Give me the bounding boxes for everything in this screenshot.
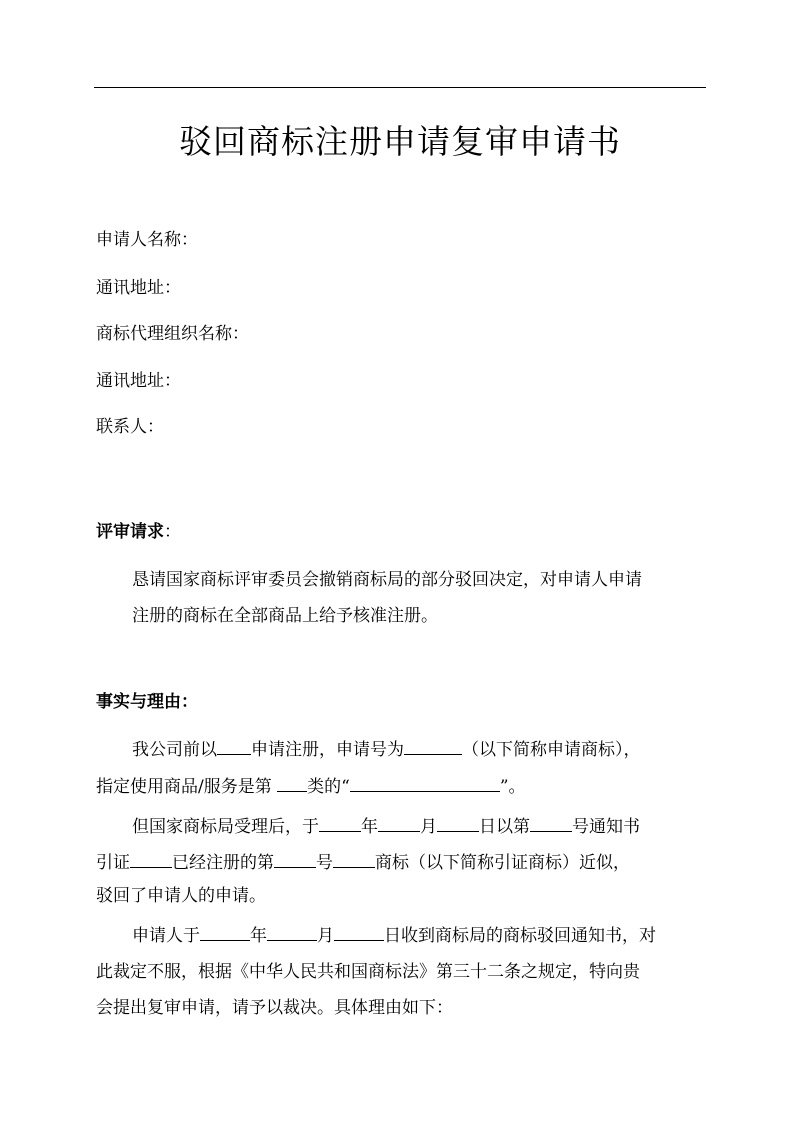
blank-received-day	[334, 923, 384, 941]
text-segment: （以下简称申请商标），	[462, 740, 641, 760]
request-heading-colon: ：	[164, 522, 181, 542]
applicant-name-field: 申请人名称：	[96, 230, 198, 250]
blank-cited-owner	[130, 850, 172, 868]
request-heading-line	[96, 520, 181, 544]
address-field-1: 通讯地址：	[96, 278, 181, 298]
address-field-2: 通讯地址：	[96, 371, 181, 391]
blank-goods-services	[350, 774, 500, 792]
document-title: 驳回商标注册申请复审申请书	[179, 122, 621, 161]
request-text-line-2: 注册的商标在全部商品上给予核准注册。	[132, 606, 438, 626]
text-segment: 月	[317, 926, 334, 946]
facts-heading: 事实与理由：	[96, 692, 198, 712]
facts-line-1	[132, 737, 641, 762]
blank-cited-number	[274, 850, 316, 868]
agency-name-field: 商标代理组织名称：	[96, 324, 249, 344]
text-segment: ”。	[499, 777, 526, 797]
text-segment: 已经注册的第	[172, 853, 274, 873]
facts-line-2	[96, 774, 526, 799]
text-segment: 但国家商标局受理后，于	[132, 817, 319, 837]
text-segment: 指定使用商品/服务是第	[96, 777, 278, 797]
blank-cited-mark	[333, 850, 375, 868]
blank-class-number	[277, 774, 307, 792]
top-rule	[94, 87, 706, 88]
blank-day	[437, 814, 479, 832]
blank-received-month	[267, 923, 317, 941]
request-heading: 评审请求	[96, 522, 164, 542]
facts-line-5: 驳回了申请人的申请。	[96, 886, 266, 906]
text-segment: 引证	[96, 853, 130, 873]
request-text-line-1: 恳请国家商标评审委员会撤销商标局的部分驳回决定，对申请人申请	[132, 570, 642, 590]
text-segment: 日收到商标局的商标驳回通知书，对	[384, 926, 656, 946]
text-segment: 申请注册，申请号为	[251, 740, 404, 760]
text-segment: 月	[420, 817, 437, 837]
facts-line-3	[132, 814, 640, 839]
text-segment: 年	[250, 926, 267, 946]
facts-line-6	[132, 923, 656, 948]
text-segment: 年	[361, 817, 378, 837]
facts-line-8: 会提出复审申请，请予以裁决。具体理由如下：	[96, 998, 453, 1018]
blank-applicant-date	[217, 737, 251, 755]
text-segment: 类的“	[307, 777, 350, 797]
text-segment: 商标（以下简称引证商标）近似，	[375, 853, 630, 873]
text-segment: 申请人于	[132, 926, 200, 946]
text-segment: 号通知书	[572, 817, 640, 837]
blank-month	[378, 814, 420, 832]
text-segment: 号	[316, 853, 333, 873]
blank-application-number	[404, 737, 462, 755]
text-segment: 我公司前以	[132, 740, 217, 760]
facts-line-7: 此裁定不服，根据《中华人民共和国商标法》第三十二条之规定，特向贵	[96, 962, 640, 982]
contact-field: 联系人：	[96, 417, 164, 437]
blank-received-year	[200, 923, 250, 941]
blank-year	[319, 814, 361, 832]
facts-line-4	[96, 850, 630, 875]
text-segment: 日以第	[479, 817, 530, 837]
blank-notice-number	[530, 814, 572, 832]
